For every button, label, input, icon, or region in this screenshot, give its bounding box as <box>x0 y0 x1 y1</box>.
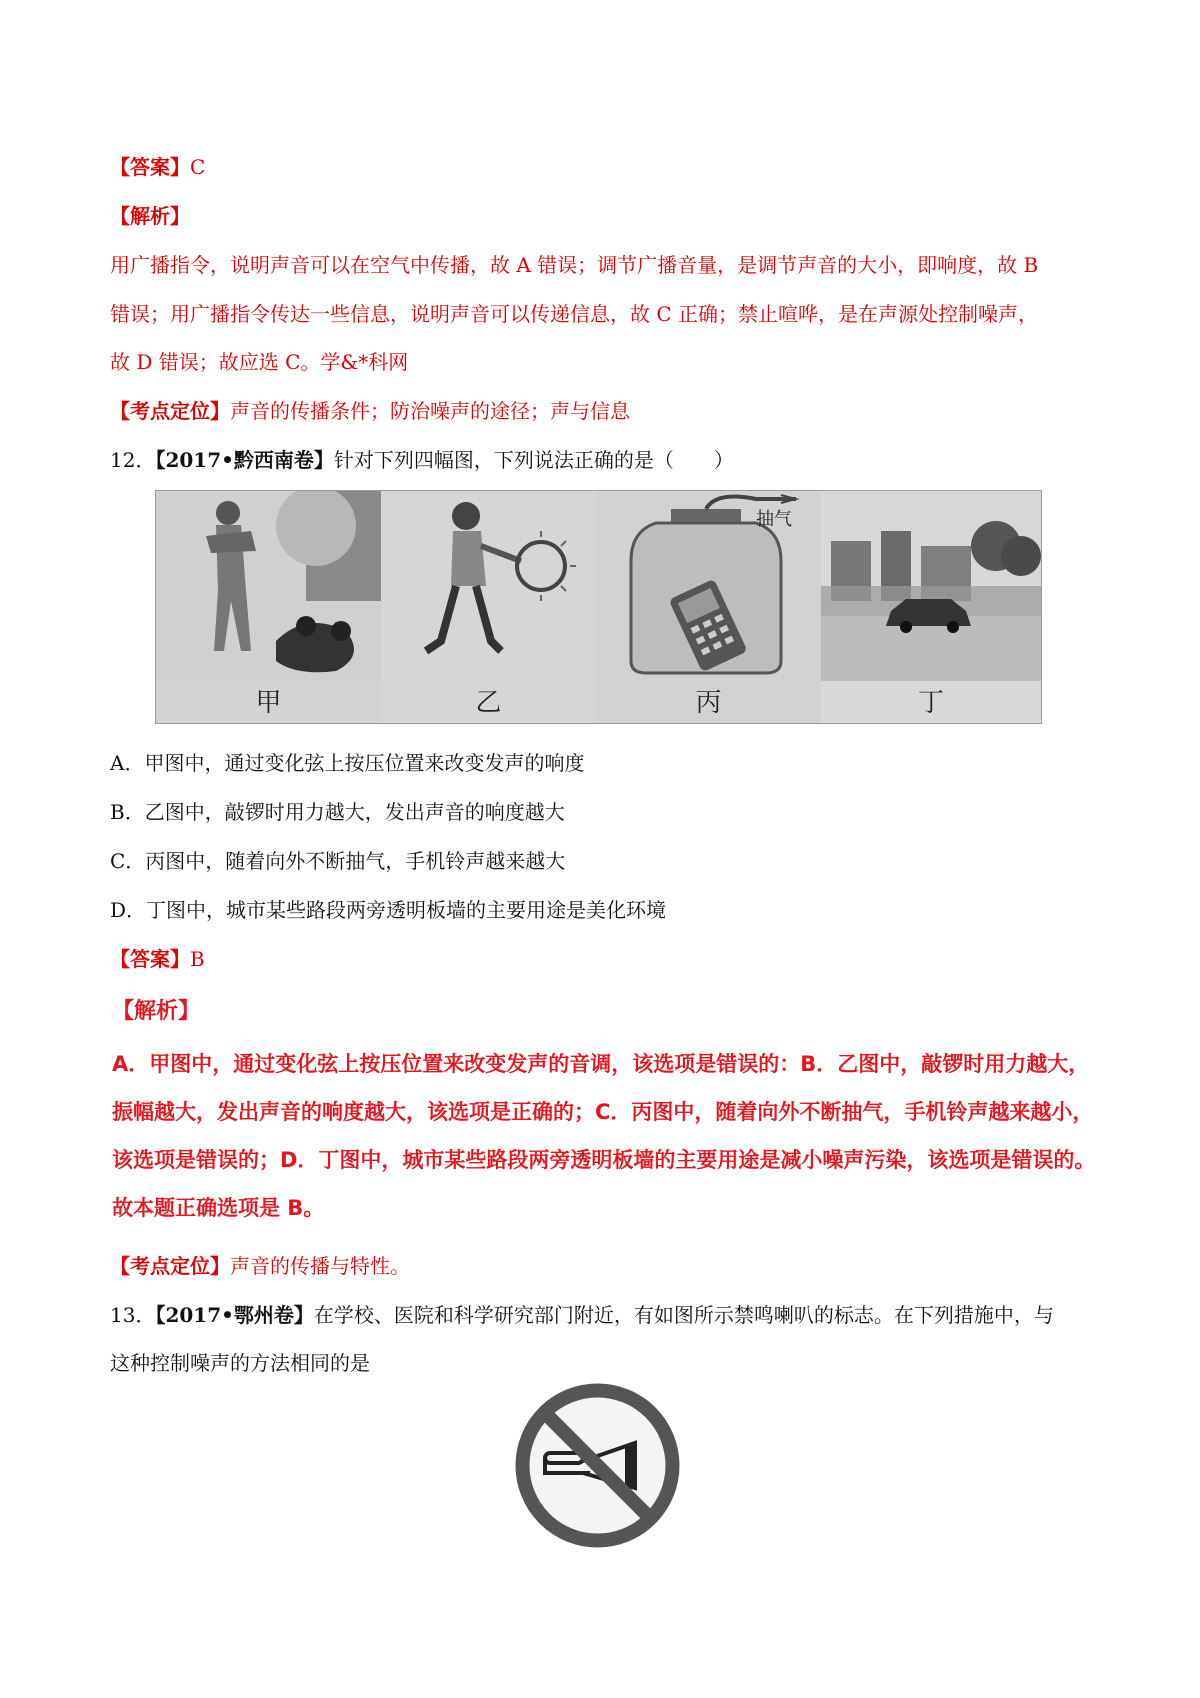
panel-bing <box>596 491 821 723</box>
question-13-stem-2: 这种控制噪声的方法相同的是 <box>110 1351 370 1375</box>
point-line-1 <box>110 398 630 424</box>
analysis-tag-1: 【解析】 <box>110 204 190 228</box>
no-horn-sign-icon <box>515 1383 680 1548</box>
question-13-number: 13． <box>110 1303 156 1327</box>
violinist-image <box>156 491 381 681</box>
option-a: A．甲图中，通过变化弦上按压位置来改变发声的响度 <box>110 751 585 775</box>
panel-label-ding: 丁 <box>917 688 944 718</box>
pump-label: 抽气 <box>756 509 792 530</box>
option-b: B．乙图中，敲锣时用力越大，发出声音的响度越大 <box>110 800 565 824</box>
question-13-stem-1: 在学校、医院和科学研究部门附近，有如图所示禁鸣喇叭的标志。在下列措施中，与 <box>313 1303 1054 1327</box>
question-number: 12． <box>110 448 156 472</box>
answer-value: C <box>190 155 206 179</box>
panel-yi <box>381 491 596 723</box>
answer-tag: 【答案】 <box>110 155 190 179</box>
phone-jar-image <box>596 491 821 681</box>
question-13 <box>110 1302 1054 1328</box>
analysis-1-line-2: 错误；用广播指令传达一些信息，说明声音可以传递信息，故 C 正确；禁止喧哗，是在声源处控制噪声， <box>110 302 1039 326</box>
point-line-2 <box>110 1253 410 1279</box>
panel-jia <box>156 491 381 723</box>
question-13-source: 【2017•鄂州卷】 <box>155 1303 314 1327</box>
figure-strip <box>155 490 1042 724</box>
analysis-1-line-3: 故 D 错误；故应选 C。学&*科网 <box>110 350 409 374</box>
panel-label-bing: 丙 <box>695 688 722 718</box>
analysis-2-line-3: 该选项是错误的；D．丁图中，城市某些路段两旁透明板墙的主要用途是减小噪声污染，该选项是错误的。 <box>112 1148 1096 1172</box>
question-12 <box>110 447 734 473</box>
analysis-2-line-2: 振幅越大，发出声音的响度越大，该选项是正确的；C．丙图中，随着向外不断抽气，手机铃声越来越小， <box>112 1100 1094 1124</box>
point-text: 声音的传播条件；防治噪声的途径；声与信息 <box>230 399 630 423</box>
panel-label-jia: 甲 <box>255 688 282 718</box>
point-tag: 【考点定位】 <box>110 399 230 423</box>
option-d: D．丁图中，城市某些路段两旁透明板墙的主要用途是美化环境 <box>110 898 667 922</box>
street-wall-image <box>821 491 1041 681</box>
question-source: 【2017•黔西南卷】 <box>155 448 334 472</box>
answer-tag-2: 【答案】 <box>110 947 190 971</box>
point-tag-2: 【考点定位】 <box>110 1254 230 1278</box>
analysis-tag-2: 【解析】 <box>112 999 201 1024</box>
gong-boy-image <box>381 491 596 681</box>
analysis-1-line-1: 用广播指令，说明声音可以在空气中传播，故 A 错误；调节广播音量，是调节声音的大小，即响度，故 B <box>110 253 1039 277</box>
answer-line-1 <box>110 154 205 180</box>
answer-value-2: B <box>190 947 205 971</box>
point-text-2: 声音的传播与特性。 <box>230 1254 410 1278</box>
answer-line-2 <box>110 946 205 972</box>
panel-ding <box>821 491 1041 723</box>
panel-label-yi: 乙 <box>475 688 502 718</box>
analysis-2-line-4: 故本题正确选项是 B。 <box>112 1196 325 1220</box>
question-stem: 针对下列四幅图，下列说法正确的是（ ） <box>333 448 734 472</box>
analysis-2-line-1: A．甲图中，通过变化弦上按压位置来改变发声的音调，该选项是错误的：B．乙图中，敲锣时用力越大， <box>112 1052 1090 1076</box>
option-c: C．丙图中，随着向外不断抽气，手机铃声越来越大 <box>110 849 566 873</box>
